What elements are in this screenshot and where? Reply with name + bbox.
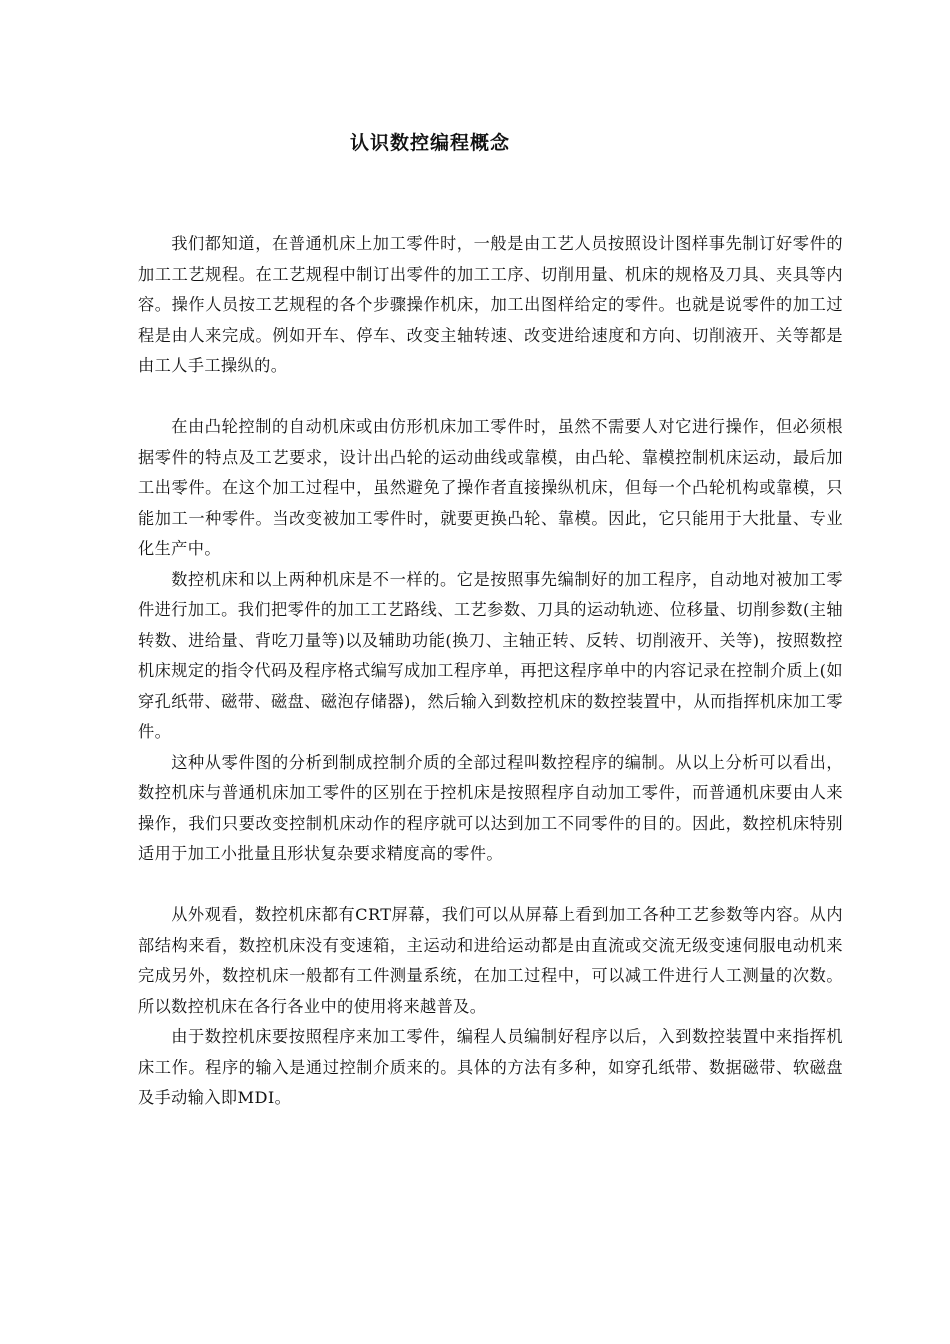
paragraph-spacer	[138, 382, 843, 413]
paragraph-1: 我们都知道，在普通机床上加工零件时，一般是由工艺人员按照设计图样事先制订好零件的加工工艺规程。在工艺规程中制订出零件的加工工序、切削用量、机床的规格及刀具、夹具等内容。操作人员按工艺规程的各个步骤操作机床，加工出图样给定的零件。也就是说零件的加工过程是由人来完成。例如开车、停车、改变主轴转速、改变进给速度和方向、切削液开、关等都是由工人手工操纵的。	[138, 234, 843, 375]
paragraph-4: 这种从零件图的分析到制成控制介质的全部过程叫数控程序的编制。从以上分析可以看出，数控机床与普通机床加工零件的区别在于控机床是按照程序自动加工零件，而普通机床要由人来操作，我们只要改变控制机床动作的程序就可以达到加工不同零件的目的。因此，数控机床特别适用于加工小批量且形状复杂要求精度高的零件。	[138, 752, 843, 863]
paragraph-3: 数控机床和以上两种机床是不一样的。它是按照事先编制好的加工程序，自动地对被加工零件进行加工。我们把零件的加工工艺路线、工艺参数、刀具的运动轨迹、位移量、切削参数(主轴转数、进给量、背吃刀量等)以及辅助功能(换刀、主轴正转、反转、切削液开、关等)，按照数控机床规定的指令代码及程序格式编写成加工程序单，再把这程序单中的内容记录在控制介质上(如穿孔纸带、磁带、磁盘、磁泡存储器)，然后输入到数控机床的数控装置中，从而指挥机床加工零件。	[138, 569, 843, 741]
paragraph-6: 由于数控机床要按照程序来加工零件，编程人员编制好程序以后，入到数控装置中来指挥机床工作。程序的输入是通过控制介质来的。具体的方法有多种，如穿孔纸带、数据磁带、软磁盘及手动输入即MDI。	[138, 1027, 843, 1107]
paragraph-5: 从外观看，数控机床都有CRT屏幕，我们可以从屏幕上看到加工各种工艺参数等内容。从内部结构来看，数控机床没有变速箱，主运动和进给运动都是由直流或交流无级变速伺服电动机来完成另外，数控机床一般都有工件测量系统，在加工过程中，可以减工件进行人工测量的次数。所以数控机床在各行各业中的使用将来越普及。	[138, 905, 843, 1016]
document-body	[138, 229, 843, 1114]
document-title: 认识数控编程概念	[349, 132, 510, 154]
paragraph-2: 在由凸轮控制的自动机床或由仿形机床加工零件时，虽然不需要人对它进行操作，但必须根据零件的特点及工艺要求，设计出凸轮的运动曲线或靠模，由凸轮、靠模控制机床运动，最后加工出零件。在这个加工过程中，虽然避免了操作者直接操纵机床，但每一个凸轮机构或靠模，只能加工一种零件。当改变被加工零件时，就要更换凸轮、靠模。因此，它只能用于大批量、专业化生产中。	[138, 417, 843, 558]
paragraph-spacer	[138, 870, 843, 901]
